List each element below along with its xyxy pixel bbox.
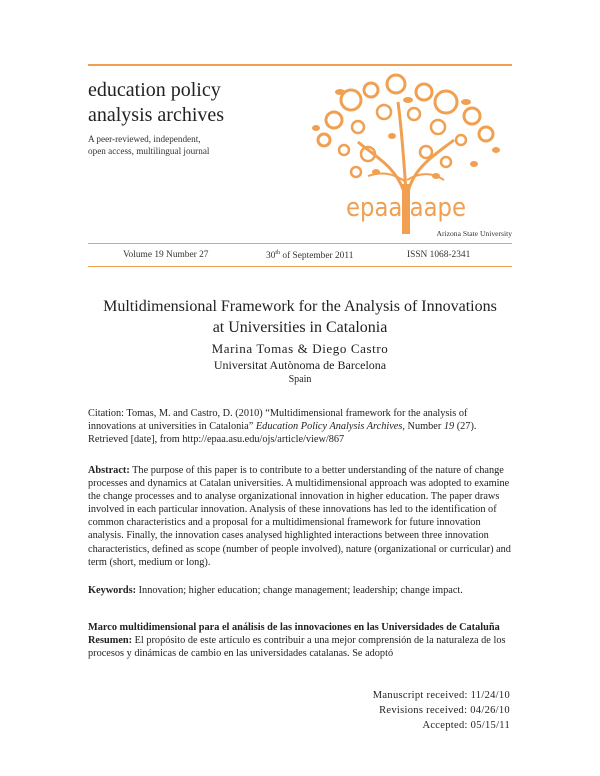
- citation: [88, 407, 512, 446]
- epaa-tree-logo: [296, 72, 516, 244]
- journal-desc-line1: A peer-reviewed, independent,: [88, 134, 201, 144]
- publisher-university: Arizona State University: [436, 229, 512, 238]
- paper-title-line1: Multidimensional Framework for the Analysis of Innovations: [103, 298, 497, 315]
- logo-text: epaa aape: [346, 193, 466, 223]
- revisions-received: Revisions received: 04/26/10: [379, 705, 510, 716]
- paper-country: Spain: [288, 374, 312, 385]
- manuscript-received: Manuscript received: 11/24/10: [372, 690, 510, 701]
- spanish-abstract: [88, 621, 512, 660]
- received-dates: [373, 688, 510, 733]
- paper-title-line2: at Universities in Catalonia: [212, 319, 388, 336]
- journal-title-line2: analysis archives: [88, 104, 225, 126]
- resumen-text: El propósito de este artículo es contribuir a una mejor comprensión de la naturaleza de los procesos y dinámicas de cambio en las universidades catalanas. Se adoptó: [88, 635, 506, 660]
- paper-authors: Marina Tomas & Diego Castro: [211, 341, 389, 356]
- keywords-text: Innovation; higher education; change management; leadership; change impact.: [136, 585, 463, 596]
- citation-number-label: Number: [404, 421, 444, 433]
- accepted-date: Accepted: 05/15/11: [422, 720, 510, 731]
- resumen-label: Resumen:: [88, 635, 133, 647]
- issue-top-rule: [88, 243, 512, 244]
- tree-logo-icon: [296, 72, 516, 244]
- journal-title-line1: education policy: [88, 79, 221, 101]
- citation-prefix: Citation: Tomas, M. and Castro, D. (2010) “Multidimensional framework for the analysis of innovations at universities in Catalonia”: [88, 408, 468, 433]
- issue-date-day: 30: [266, 251, 276, 262]
- journal-description: [88, 133, 238, 157]
- citation-volume: 19: [443, 421, 455, 433]
- issue-bottom-rule: [88, 266, 512, 267]
- paper-affiliation: Universitat Autònoma de Barcelona: [213, 358, 387, 372]
- keywords-label: Keywords:: [88, 585, 137, 596]
- citation-suffix: (27). Retrieved [date], from http://epaa.asu.edu/ojs/article/view/867: [88, 421, 477, 446]
- abstract-text: The purpose of this paper is to contribute to a better understanding of the nature of change processes and dynamics at Catalan universities. A multidimensional approach was adopted to examine the change processes and to analyse organizational innovation in higher education. The paper draws involved in each particular innovation. Analysis of these innovations has led to the identification of common characteristics and a proposal for a multidimensional framework for future innovation analysis. Finally, the innovation cases analysed highlighted interactions between three innovation characteristics, defined as scope (number of people involved), nature (organizational or curricular) and term (short, medium or long).: [88, 465, 511, 568]
- journal-desc-line2: open access, multilingual journal: [88, 146, 210, 156]
- paper-title: [60, 296, 540, 338]
- issue-date-rest: of September 2011: [280, 251, 354, 262]
- journal-title: [88, 78, 224, 128]
- abstract-label: Abstract:: [88, 465, 130, 476]
- issue-volume: Volume 19 Number 27: [123, 250, 209, 260]
- header-top-rule: [88, 64, 512, 66]
- spanish-title: Marco multidimensional para el análisis de las innovaciones en las Universidades de Cataluña: [88, 622, 500, 633]
- issue-issn: ISSN 1068-2341: [407, 250, 471, 260]
- issue-date-suffix: th: [275, 250, 281, 256]
- keywords: [88, 584, 512, 597]
- issue-date: [266, 250, 353, 261]
- citation-journal: Education Policy Analysis Archives,: [255, 421, 405, 433]
- abstract: [88, 464, 512, 569]
